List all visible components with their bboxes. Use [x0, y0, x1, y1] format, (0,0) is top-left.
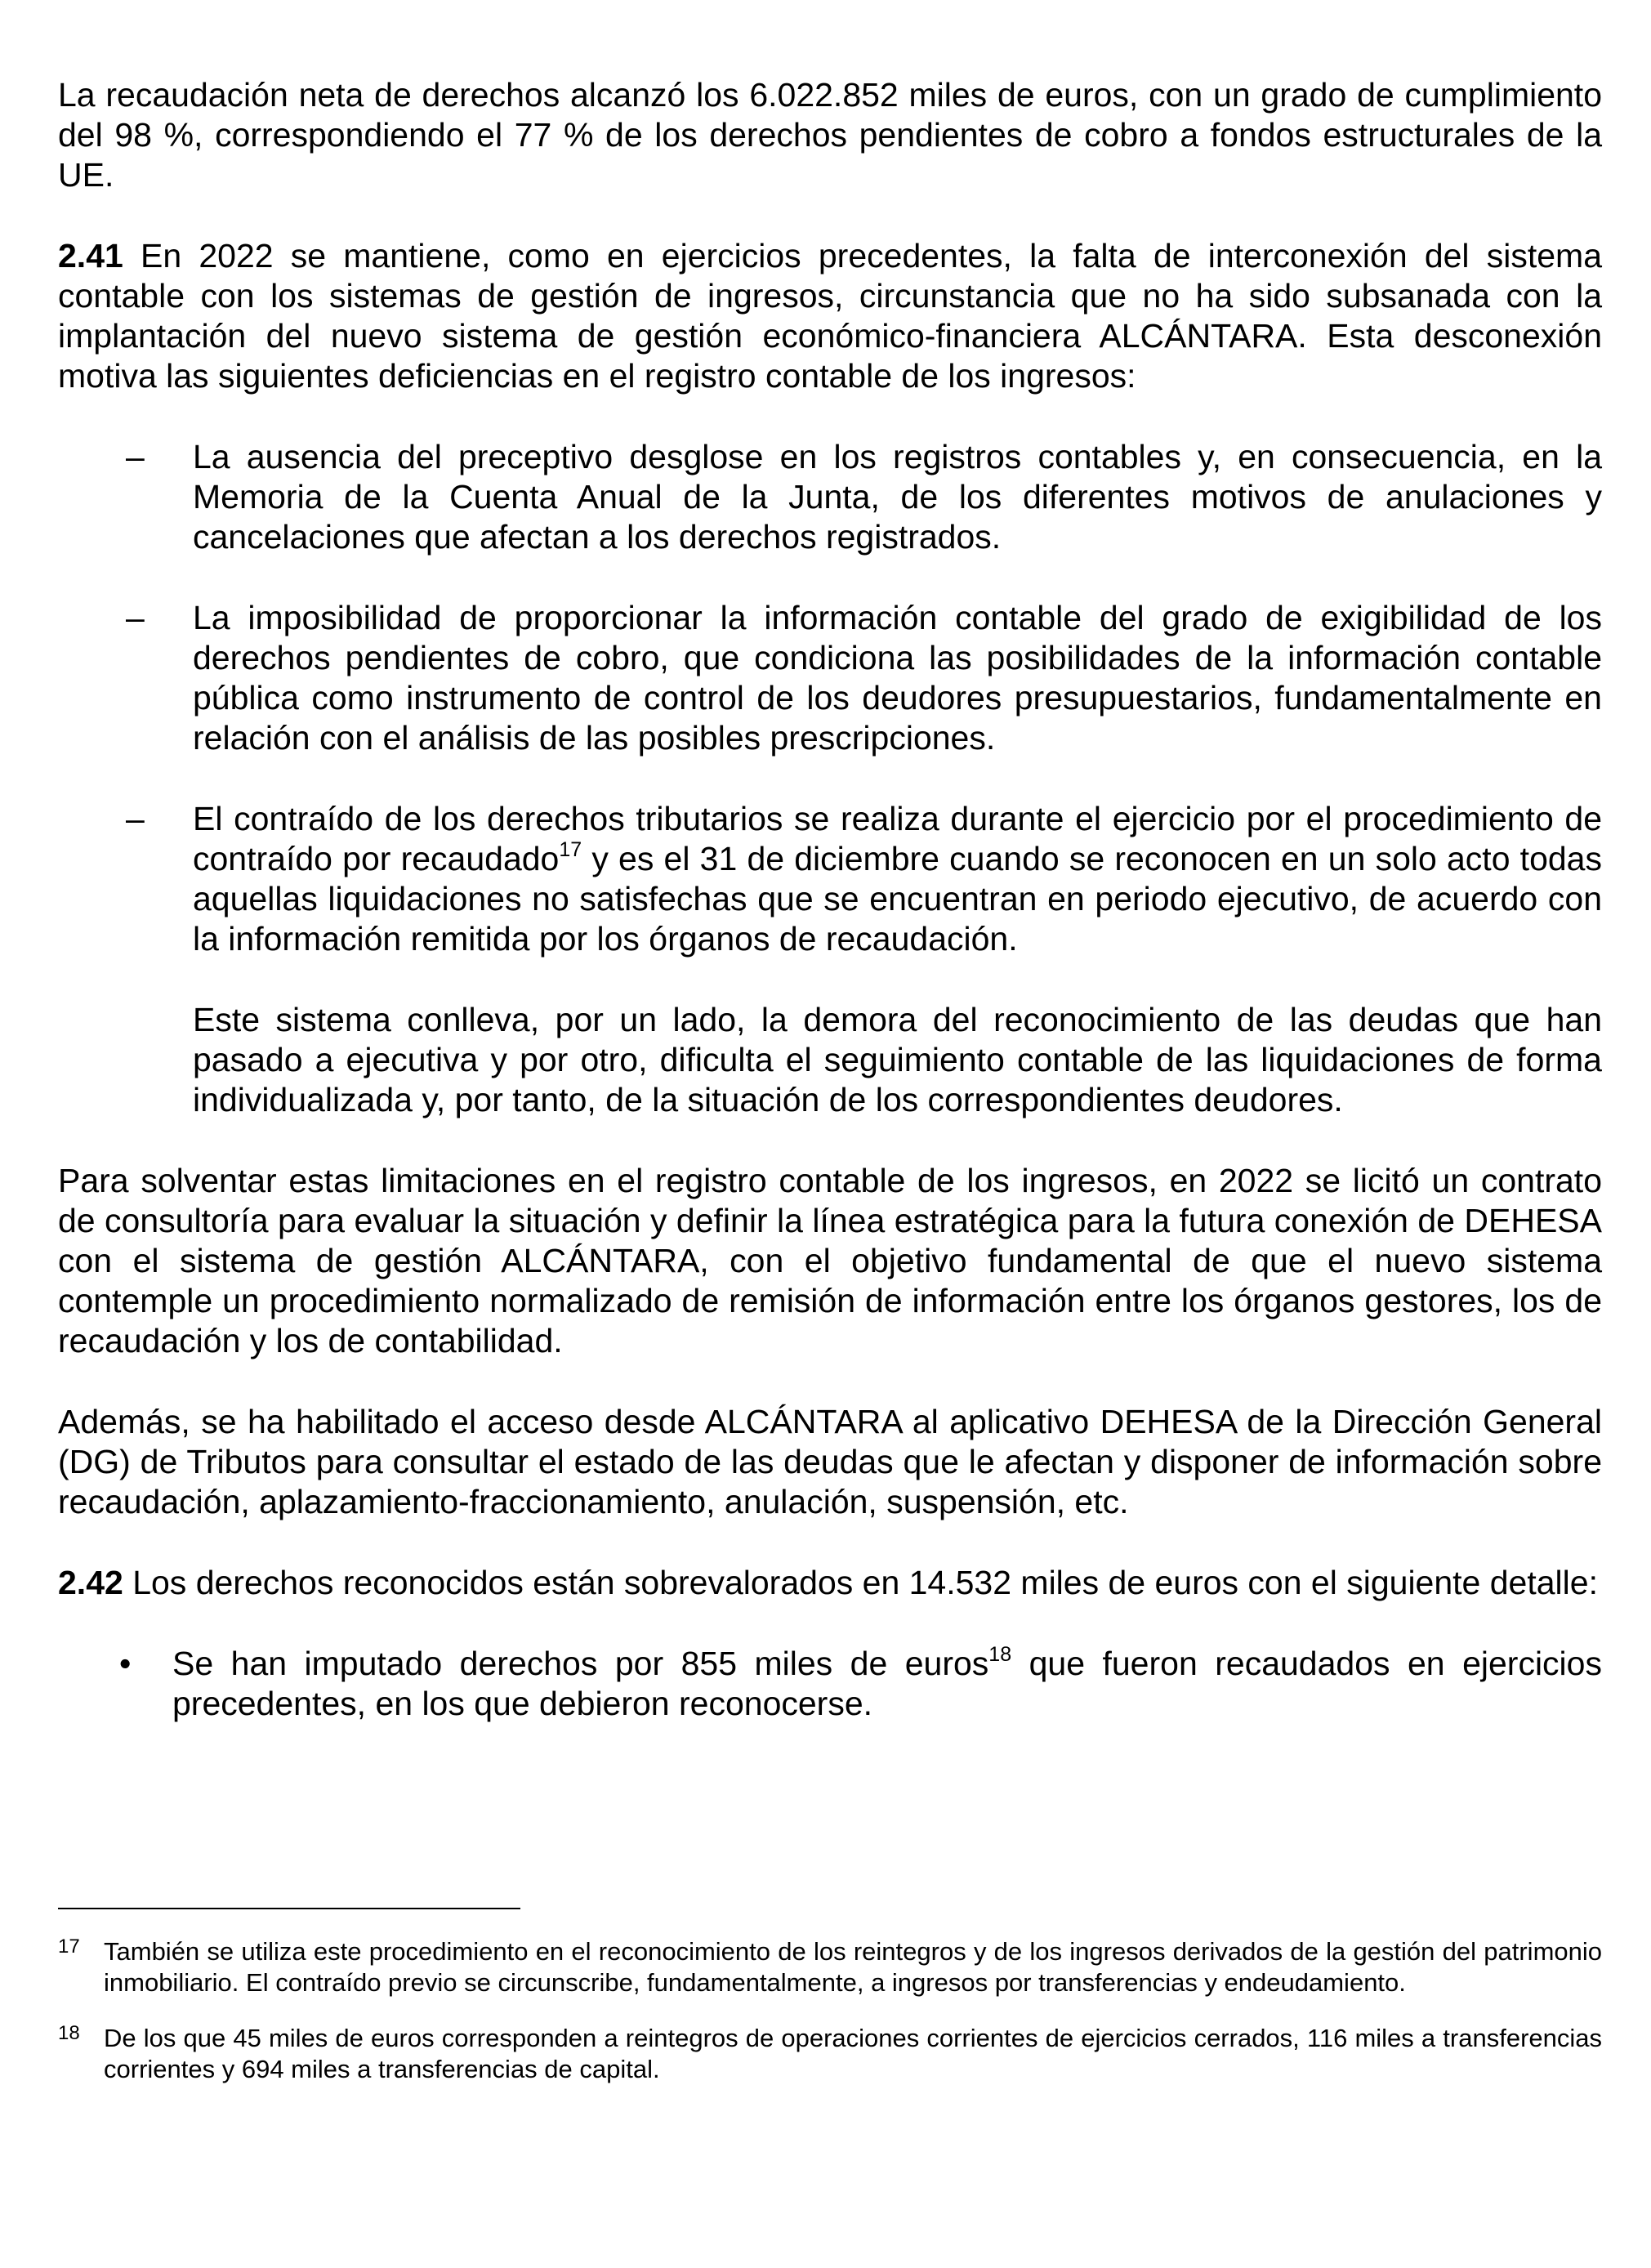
list-item-continuation: Este sistema conlleva, por un lado, la demora del reconocimiento de las deudas que han pasado a ejecutiva y por otro, dificulta el seguimiento contable de las liquidaciones de forma individualizada y, por tanto, de la situación de los correspondientes deudores.: [193, 1001, 1602, 1118]
footnote-ref-17: 17: [559, 838, 582, 862]
document-body: [58, 75, 1602, 1765]
list-item-bullet-1: [58, 1644, 1602, 1724]
footnote-number: 18: [58, 2022, 80, 2044]
dash-marker: –: [126, 438, 145, 475]
footnote-separator: [58, 1908, 520, 1909]
list-item-text: Se han imputado derechos por 855 miles de euros$^{18}$ que fueron recaudados en ejercicios precedentes, en los que debieron reconocerse.: [172, 1643, 1602, 1722]
dash-marker: –: [126, 599, 145, 636]
footnote-18: [58, 2023, 1602, 2085]
footnote-text: De los que 45 miles de euros corresponden a reintegros de operaciones corrientes de ejercicios cerrados, 116 miles a transferencias corrientes y 694 miles a transferencias de capital.: [104, 2024, 1602, 2083]
footnote-text: También se utiliza este procedimiento en el reconocimiento de los reintegros y de los ingresos derivados de la gestión del patrimonio inmobiliario. El contraído previo se circunscribe, fundamentalmente, a ingresos por transferencias y endeudamiento.: [104, 1937, 1602, 1997]
section-2-42: [58, 1563, 1602, 1603]
paragraph-solventar: Para solventar estas limitaciones en el registro contable de los ingresos, en 2022 se licitó un contrato de consultoría para evaluar la situación y definir la línea estratégica para la futura conexión de DEHESA con el sistema de gestión ALCÁNTARA, con el objetivo fundamental de que el nuevo sistema contemple un procedimiento normalizado de remisión de información entre los órganos gestores, los de recaudación y los de contabilidad.: [58, 1162, 1602, 1359]
paragraph-recaudacion: La recaudación neta de derechos alcanzó los 6.022.852 miles de euros, con un grado de cumplimiento del 98 %, correspondiendo el 77 % de los derechos pendientes de cobro a fondos estructurales de la UE.: [58, 76, 1602, 194]
paragraph-ademas: Además, se ha habilitado el acceso desde ALCÁNTARA al aplicativo DEHESA de la Dirección General (DG) de Tributos para consultar el estado de las deudas que le afectan y disponer de información sobre recaudación, aplazamiento-fraccionamiento, anulación, suspensión, etc.: [58, 1403, 1602, 1520]
section-2-41: [58, 236, 1602, 396]
footnotes: [58, 1936, 1602, 2110]
section-number: 2.42: [58, 1564, 123, 1601]
list-item-text: La ausencia del preceptivo desglose en los registros contables y, en consecuencia, en la Memoria de la Cuenta Anual de la Junta, de los diferentes motivos de anulaciones y cancelaciones que afectan a los derechos registrados.: [193, 438, 1602, 556]
section-text: En 2022 se mantiene, como en ejercicios precedentes, la falta de interconexión del sistema contable con los sistemas de gestión de ingresos, circunstancia que no ha sido subsanada con la implantación del nuevo sistema de gestión económico-financiera ALCÁNTARA. Esta desconexión motiva las siguientes deficiencias en el registro contable de los ingresos:: [58, 237, 1602, 395]
footnote-number: 17: [58, 1935, 80, 1958]
section-text: Los derechos reconocidos están sobrevalorados en 14.532 miles de euros con el siguiente detalle:: [123, 1564, 1598, 1601]
list-item-deficiency-3: [58, 799, 1602, 959]
list-item-deficiency-1: [58, 437, 1602, 557]
footnote-17: [58, 1936, 1602, 1998]
footnote-ref-18: 18: [988, 1643, 1012, 1667]
bullet-marker: •: [119, 1645, 132, 1682]
dash-marker: –: [126, 800, 145, 837]
list-item-text: El contraído de los derechos tributarios se realiza durante el ejercicio por el procedimiento de contraído por recaudado$^{17}$ y es el 31 de diciembre cuando se reconocen en un solo acto todas aquellas liquidaciones no satisfechas que se encuentran en periodo ejecutivo, de acuerdo con la información remitida por los órganos de recaudación.: [193, 800, 1602, 958]
section-number: 2.41: [58, 237, 123, 275]
list-item-text: La imposibilidad de proporcionar la información contable del grado de exigibilidad de los derechos pendientes de cobro, que condiciona las posibilidades de la información contable pública como instrumento de control de los deudores presupuestarios, fundamentalmente en relación con el análisis de las posibles prescripciones.: [193, 599, 1602, 757]
list-item-deficiency-2: [58, 598, 1602, 758]
